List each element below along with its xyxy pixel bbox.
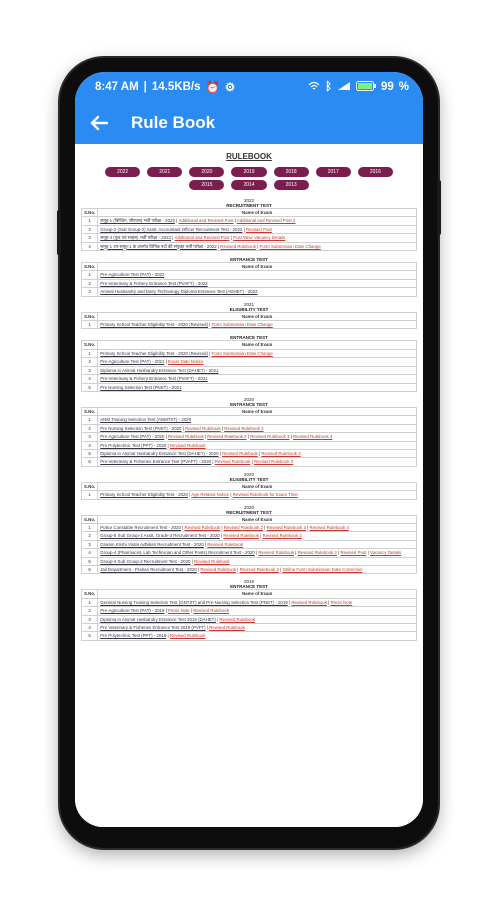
table-header: [82, 590, 417, 598]
rulebook-link[interactable]: Revised Rulebook 2: [223, 524, 264, 530]
table-row: 1 General Nursing Training Selection Test (GNTST) and Pre-Nursing Selection Test (PNST) - 2019 | Revised Rulebook | Press Note: [82, 598, 417, 606]
row-number: 2: [82, 225, 98, 233]
section-year: 2021: [243, 301, 254, 307]
exam-link[interactable]: Pre-Agriculture Test (PAT) - 2021: [100, 359, 165, 365]
exam-link[interactable]: Primary School Teacher Eligibility Test - 2020: [100, 492, 188, 498]
row-number: 2: [82, 424, 98, 432]
section-year: 2020: [243, 504, 254, 510]
rulebook-link[interactable]: Revised Rulebook: [200, 567, 237, 572]
rulebook-title: RULEBOOK: [226, 152, 272, 161]
wifi-icon: [308, 81, 320, 94]
exam-link[interactable]: Diploma in Animal Husbandry Entrance Test (DAHET) - 2020: [100, 450, 219, 456]
rulebook-link[interactable]: Revised Rulebook: [194, 558, 230, 564]
year-button-2018[interactable]: 2018: [274, 167, 309, 177]
section-year: 2020: [243, 396, 254, 402]
rulebook-link[interactable]: Revised Post: [340, 550, 367, 556]
rulebook-link[interactable]: Revised Rulebook 3: [250, 434, 290, 440]
rulebook-link[interactable]: Revised Post: [245, 226, 272, 232]
table-row: 4 Pre Veterinary & Fisheries Entrance Test 2019 (PVFT) | Revised Rulebook: [82, 624, 417, 632]
exam-table: [81, 340, 417, 391]
year-button-2014[interactable]: 2014: [231, 180, 266, 190]
power-button: [437, 180, 441, 235]
row-number: 1: [82, 598, 98, 606]
row-number: 2: [82, 358, 98, 366]
year-button-2013[interactable]: 2013: [274, 180, 309, 190]
section-title: ELIGIBILITY TEST: [229, 476, 269, 482]
name-header: Name of Exam: [98, 482, 417, 490]
exam-link[interactable]: Pre-Veterinary & Fishery Entrance Test (PVAFT) - 2021: [100, 376, 208, 382]
rulebook-link[interactable]: Revised Rulebook 2: [207, 434, 247, 440]
sections: [81, 198, 417, 641]
row-number: 4: [82, 441, 98, 449]
rulebook-link[interactable]: Revised Rulebook: [291, 599, 327, 605]
exam-link[interactable]: Pre-Agriculture Test (PAT) - 2019: [100, 608, 165, 614]
rulebook-link[interactable]: Revised Rulebook: [223, 533, 259, 539]
sno-header: S.No.: [82, 209, 98, 217]
exam-link[interactable]: Primary School Teacher Eligibility Test - 2020 (Revised): [100, 350, 208, 356]
exam-link[interactable]: Pre Nursing Selection Test (PNST) - 2021: [100, 384, 182, 390]
table-row: 3 समूह-4 (फूड एवं साइंस) भर्ती परीक्षा - 2022 | Additional and Revised Post | Post Wise Vacancy Details: [82, 234, 417, 242]
rulebook-link[interactable]: Revised Rulebook 3: [266, 524, 306, 530]
year-button-2021[interactable]: 2021: [147, 167, 182, 177]
rulebook-link[interactable]: Revised Rulebook 2: [297, 550, 337, 556]
exam-link[interactable]: Group-4 (Pharmacist, Lab Technician and Other Posts) Recruitment Test - 2020: [100, 550, 255, 556]
exam-link[interactable]: Diploma in Animal Husbandry Entrance Test 2019 (DAHET): [100, 616, 216, 622]
app-bar: [75, 102, 423, 144]
exam-link[interactable]: Pre Polytechnic Test (PPT) - 2020: [100, 442, 167, 448]
name-header: Name of Exam: [98, 515, 417, 523]
bluetooth-icon: ᛒ: [325, 81, 332, 93]
name-header: Name of Exam: [98, 590, 417, 598]
rulebook-link[interactable]: Revised Rulebook: [168, 434, 204, 440]
row-number: 4: [82, 375, 98, 383]
alarm-icon: ⏰: [205, 82, 220, 94]
battery-icon: [356, 81, 376, 94]
exam-link[interactable]: Pre Veterinary & Fisheries Entrance Test 2019 (PVFT): [100, 625, 206, 631]
rulebook-link[interactable]: Revised Rulebook 2: [262, 533, 302, 539]
screen: [75, 72, 423, 827]
row-number: 3: [82, 288, 98, 296]
row-number: 5: [82, 557, 98, 565]
table-row: 4 Pre Polytechnic Test (PPT) - 2020 | Revised Rulebook: [82, 441, 417, 449]
year-button-2019[interactable]: 2019: [231, 167, 266, 177]
rulebook-link[interactable]: Form Submission Date Change: [211, 350, 273, 356]
table-header: [82, 209, 417, 217]
rulebook-link[interactable]: Revised Rulebook: [209, 625, 245, 631]
name-header: Name of Exam: [98, 312, 417, 320]
table-row: 2 Pre-Agriculture Test (PAT) - 2021 | Exam Date Notice: [82, 358, 417, 366]
sno-header: S.No.: [82, 341, 98, 349]
exam-table: [81, 589, 417, 640]
table-row: 3 Diploma in Animal Husbandry Entrance Test 2019 (DAHET) | Revised Rulebook: [82, 615, 417, 623]
battery-level: 99: [380, 81, 394, 93]
rulebook-link[interactable]: Revised Rulebook: [219, 616, 256, 622]
exam-link[interactable]: Group-5 Sub Group-2 Asstt. Grade-3 Recruitment Test - 2020: [100, 533, 220, 539]
section-title: ENTRANCE TEST: [230, 257, 268, 263]
rulebook-link[interactable]: Revised Rulebook: [220, 243, 256, 249]
rulebook-link[interactable]: Revised Rulebook 2: [224, 425, 264, 431]
row-number: 4: [82, 624, 98, 632]
table-row: 1 समूह-1 (बिल्डिंग, सीएएस) भर्ती परीक्षा - 2022 | Additional and Revised Post | Additional and Revised Post 2: [82, 217, 417, 225]
section-title: RECRUITMENT TEST: [226, 509, 272, 515]
arrow-left-icon: [90, 115, 108, 131]
signal-icon: [337, 81, 351, 94]
table-row: 1 Primary School Teacher Eligibility Test - 2020 (Revised) | Form Submission Date Change: [82, 321, 417, 329]
page-title: Rule Book: [131, 113, 216, 132]
table-row: [82, 366, 417, 374]
row-number: 1: [82, 217, 98, 225]
table-row: 5 Diploma in Animal Husbandry Entrance Test (DAHET) - 2020 | Revised Rulebook | Revised Rulebook 2: [82, 449, 417, 457]
table-row: 1 Primary School Teacher Eligibility Test - 2020 (Revised) | Form Submission Date Change: [82, 349, 417, 357]
row-number: 6: [82, 458, 98, 466]
status-speed: 14.5KB/s: [151, 81, 201, 93]
table-row: 2 Pre Nursing Selection Test (PNST) - 2020 | Revised Rulebook | Revised Rulebook 2: [82, 424, 417, 432]
row-number: 1: [82, 321, 98, 329]
table-row: 6 Jail Department - Prahari Recruitment Test - 2020 | Revised Rulebook | Revised Rulebook 2 | Online Form Submission Date Correction: [82, 566, 417, 574]
rulebook-link[interactable]: Revised Rulebook: [207, 541, 244, 547]
rulebook-link[interactable]: Press Note: [330, 599, 353, 605]
exam-link[interactable]: General Nursing Training Selection Test (GNTST) and Pre-Nursing Selection Test (PNST) - 2019: [100, 599, 288, 605]
row-number: 6: [82, 566, 98, 574]
row-number: 3: [82, 433, 98, 441]
rulebook-link[interactable]: Revised Rulebook: [222, 450, 258, 456]
rulebook-link[interactable]: Revised Rulebook: [258, 550, 295, 556]
rulebook-link[interactable]: Vacancy Details: [369, 550, 402, 556]
rulebook-link[interactable]: Revised Rulebook 2: [253, 459, 294, 465]
rulebook-link[interactable]: Revised Rulebook for Exam Time: [232, 492, 298, 498]
table-row: 2 Group-2 (Sub Group-2) Asstt. Accountant Officer Recruitment Test - 2022 | Revised Post: [82, 225, 417, 233]
exam-link[interactable]: Pre-Agriculture Test (PAT) - 2022: [100, 272, 165, 278]
table-row: 4 समूह-1 उप-समूह-1 के अंतर्गत विभिन्न पदों की संयुक्त भर्ती परीक्षा - 2022 | Revised Rulebook | Form Submission Date Change: [82, 242, 417, 250]
exam-link[interactable]: Animal Husbandry and Dairy Technology Diploma Entrance Test (ADHET) - 2022: [100, 289, 258, 295]
exam-link[interactable]: Primary School Teacher Eligibility Test - 2020 (Revised): [100, 322, 208, 328]
exam-link[interactable]: समूह-1 उप-समूह-1 के अंतर्गत विभिन्न पदों की संयुक्त भर्ती परीक्षा - 2022: [100, 243, 217, 249]
table-header: [82, 341, 417, 349]
volume-button: [57, 210, 61, 255]
year-button-2016[interactable]: 2016: [358, 167, 393, 177]
exam-link[interactable]: Pre Polytechnic Test (PPT) - 2019: [100, 633, 167, 639]
rulebook-link[interactable]: Revised Rulebook: [169, 633, 206, 639]
rulebook-link[interactable]: Form Submission Date Change: [259, 243, 321, 249]
table-header: [82, 407, 417, 415]
sno-header: S.No.: [82, 482, 98, 490]
section-title: ENTRANCE TEST: [230, 584, 268, 590]
exam-table: [81, 208, 417, 251]
table-row: 5 Pre Polytechnic Test (PPT) - 2019 | Revised Rulebook: [82, 632, 417, 640]
sno-header: S.No.: [82, 515, 98, 523]
row-number: 3: [82, 366, 98, 374]
rulebook-link[interactable]: Revised Rulebook: [185, 425, 221, 431]
exam-link[interactable]: Jail Department - Prahari Recruitment Test - 2020: [100, 567, 197, 572]
table-row: [82, 271, 417, 279]
exam-link[interactable]: Pre Nursing Selection Test (PNST) - 2020: [100, 425, 182, 431]
exam-table: [81, 312, 417, 330]
rulebook-link[interactable]: Revised Rulebook: [193, 608, 229, 614]
exam-link[interactable]: Pre-Agriculture Test (PAT) - 2020: [100, 434, 165, 440]
rulebook-link[interactable]: Exam Date Notice: [168, 359, 204, 365]
year-button-2015[interactable]: 2015: [189, 180, 224, 190]
year-button-2017[interactable]: 2017: [316, 167, 351, 177]
year-buttons: [81, 167, 417, 190]
section-title: ENTRANCE TEST: [230, 401, 268, 407]
table-row: [82, 375, 417, 383]
exam-table: [81, 482, 417, 500]
rulebook-link[interactable]: Additional and Revised Post: [174, 235, 230, 241]
status-time: 8:47 AM: [95, 81, 139, 93]
rulebook-content[interactable]: [75, 144, 423, 827]
rulebook-link[interactable]: Post Wise Vacancy Details: [233, 235, 286, 241]
table-row: 2 Pre-Agriculture Test (PAT) - 2019 | Press Note | Revised Rulebook: [82, 607, 417, 615]
rulebook-link[interactable]: Age Related Notice: [191, 492, 230, 498]
row-number: 5: [82, 449, 98, 457]
row-number: 1: [82, 349, 98, 357]
row-number: 2: [82, 607, 98, 615]
section-title: ELIGIBILITY TEST: [229, 306, 269, 312]
rulebook-link[interactable]: Revised Rulebook: [169, 442, 206, 448]
table-header: [82, 263, 417, 271]
table-row: 6 Pre-Veterinary & Fisheries Entrance Test (PVAFT) - 2020 | Revised Rulebook | Revised Rulebook 2: [82, 458, 417, 466]
rulebook-link[interactable]: Revised Rulebook: [214, 459, 251, 465]
row-number: 3: [82, 615, 98, 623]
exam-link[interactable]: Pre-Veterinary & Fisheries Entrance Test (PVAFT) - 2020: [100, 459, 212, 465]
exam-table: [81, 515, 417, 575]
rulebook-link[interactable]: Online Form Submission Date Correction: [282, 567, 363, 572]
table-header: [82, 312, 417, 320]
exam-link[interactable]: Diploma in Animal Husbandry Entrance Test (DAHET) - 2021: [100, 367, 219, 373]
row-number: 4: [82, 242, 98, 250]
table-row: 2 Group-5 Sub Group-2 Asstt. Grade-3 Recruitment Test - 2020 | Revised Rulebook | Revised Rulebook 2: [82, 532, 417, 540]
row-number: 1: [82, 416, 98, 424]
back-button[interactable]: [87, 111, 111, 135]
year-button-2022[interactable]: 2022: [105, 167, 140, 177]
rulebook-link[interactable]: Press Note: [168, 608, 190, 614]
section-year: 2020: [243, 471, 254, 477]
rulebook-link[interactable]: Additional and Revised Post: [178, 218, 234, 224]
rulebook-link[interactable]: Revised Rulebook 4: [293, 434, 333, 440]
rulebook-link[interactable]: Revised Rulebook 4: [309, 524, 349, 530]
table-row: 3 Pre-Agriculture Test (PAT) - 2020 | Revised Rulebook | Revised Rulebook 2 | Revised Rulebook 3 | Revised Rulebook 4: [82, 433, 417, 441]
exam-link[interactable]: Group-2 (Sub Group-2) Asstt. Accountant Officer Recruitment Test - 2022: [100, 226, 243, 232]
table-row: [82, 416, 417, 424]
name-header: Name of Exam: [98, 209, 417, 217]
exam-link[interactable]: Group-4 Sub Group-2 Recruitment Test - 2020: [100, 558, 191, 564]
table-header: [82, 482, 417, 490]
table-row: 4 Group-4 (Pharmacist, Lab Technician and Other Posts) Recruitment Test - 2020 | Revised Rulebook | Revised Rulebook 2 | Revised Post | Vacancy Details: [82, 549, 417, 557]
exam-link[interactable]: Pre-Veterinary & Fishery Entrance Test (PVAFT) - 2022: [100, 280, 208, 286]
row-number: 3: [82, 234, 98, 242]
table-row: 1 Primary School Teacher Eligibility Test - 2020 | Age Related Notice | Revised Rulebook for Exam Time: [82, 491, 417, 499]
name-header: Name of Exam: [98, 407, 417, 415]
table-row: 5 Group-4 Sub Group-2 Recruitment Test - 2020 | Revised Rulebook: [82, 557, 417, 565]
exam-table: [81, 262, 417, 297]
row-number: 2: [82, 279, 98, 287]
exam-table: [81, 407, 417, 467]
row-number: 3: [82, 540, 98, 548]
row-number: 5: [82, 383, 98, 391]
sno-header: S.No.: [82, 263, 98, 271]
row-number: 1: [82, 523, 98, 531]
exam-link[interactable]: समूह-1 (बिल्डिंग, सीएएस) भर्ती परीक्षा - 2022: [100, 218, 175, 224]
section-title: RECRUITMENT TEST: [226, 203, 272, 208]
name-header: Name of Exam: [98, 341, 417, 349]
exam-link[interactable]: समूह-4 (फूड एवं साइंस) भर्ती परीक्षा - 2022: [100, 235, 172, 241]
row-number: 1: [82, 271, 98, 279]
gear-icon: ⚙: [224, 82, 236, 94]
exam-link[interactable]: Gramin Krishi Vistar Adhikari Recruitment Test - 2020: [100, 541, 204, 547]
sno-header: S.No.: [82, 407, 98, 415]
status-bar: 8:47 AM | 14.5KB/s ⏰ ⚙ ᛒ 99 %: [75, 72, 423, 102]
table-row: [82, 288, 417, 296]
table-row: 1 Police Constable Recruitment Test - 2020 | Revised Rulebook | Revised Rulebook 2 | Revised Rulebook 3 | Revised Rulebook 4: [82, 523, 417, 531]
table-row: [82, 279, 417, 287]
row-number: 1: [82, 491, 98, 499]
sno-header: S.No.: [82, 590, 98, 598]
name-header: Name of Exam: [98, 263, 417, 271]
section-title: ENTRANCE TEST: [230, 335, 268, 341]
sno-header: S.No.: [82, 312, 98, 320]
rulebook-link[interactable]: Additional and Revised Post 2: [236, 218, 296, 224]
rulebook-link[interactable]: Revised Rulebook 2: [239, 567, 279, 572]
year-button-2020[interactable]: 2020: [189, 167, 224, 177]
table-header: [82, 515, 417, 523]
row-number: 4: [82, 549, 98, 557]
section-year: 2022: [243, 198, 254, 203]
section-year: 2019: [243, 579, 254, 585]
exam-link[interactable]: Police Constable Recruitment Test - 2020: [100, 524, 181, 530]
table-row: [82, 383, 417, 391]
exam-link[interactable]: ANM Training Selection Test (ANMTST) - 2020: [100, 417, 192, 423]
row-number: 2: [82, 532, 98, 540]
row-number: 5: [82, 632, 98, 640]
rulebook-link[interactable]: Form Submission Date Change: [211, 322, 273, 328]
rulebook-link[interactable]: Revised Rulebook 2: [261, 450, 301, 456]
rulebook-link[interactable]: Revised Rulebook: [184, 524, 221, 530]
table-row: 3 Gramin Krishi Vistar Adhikari Recruitment Test - 2020 | Revised Rulebook: [82, 540, 417, 548]
